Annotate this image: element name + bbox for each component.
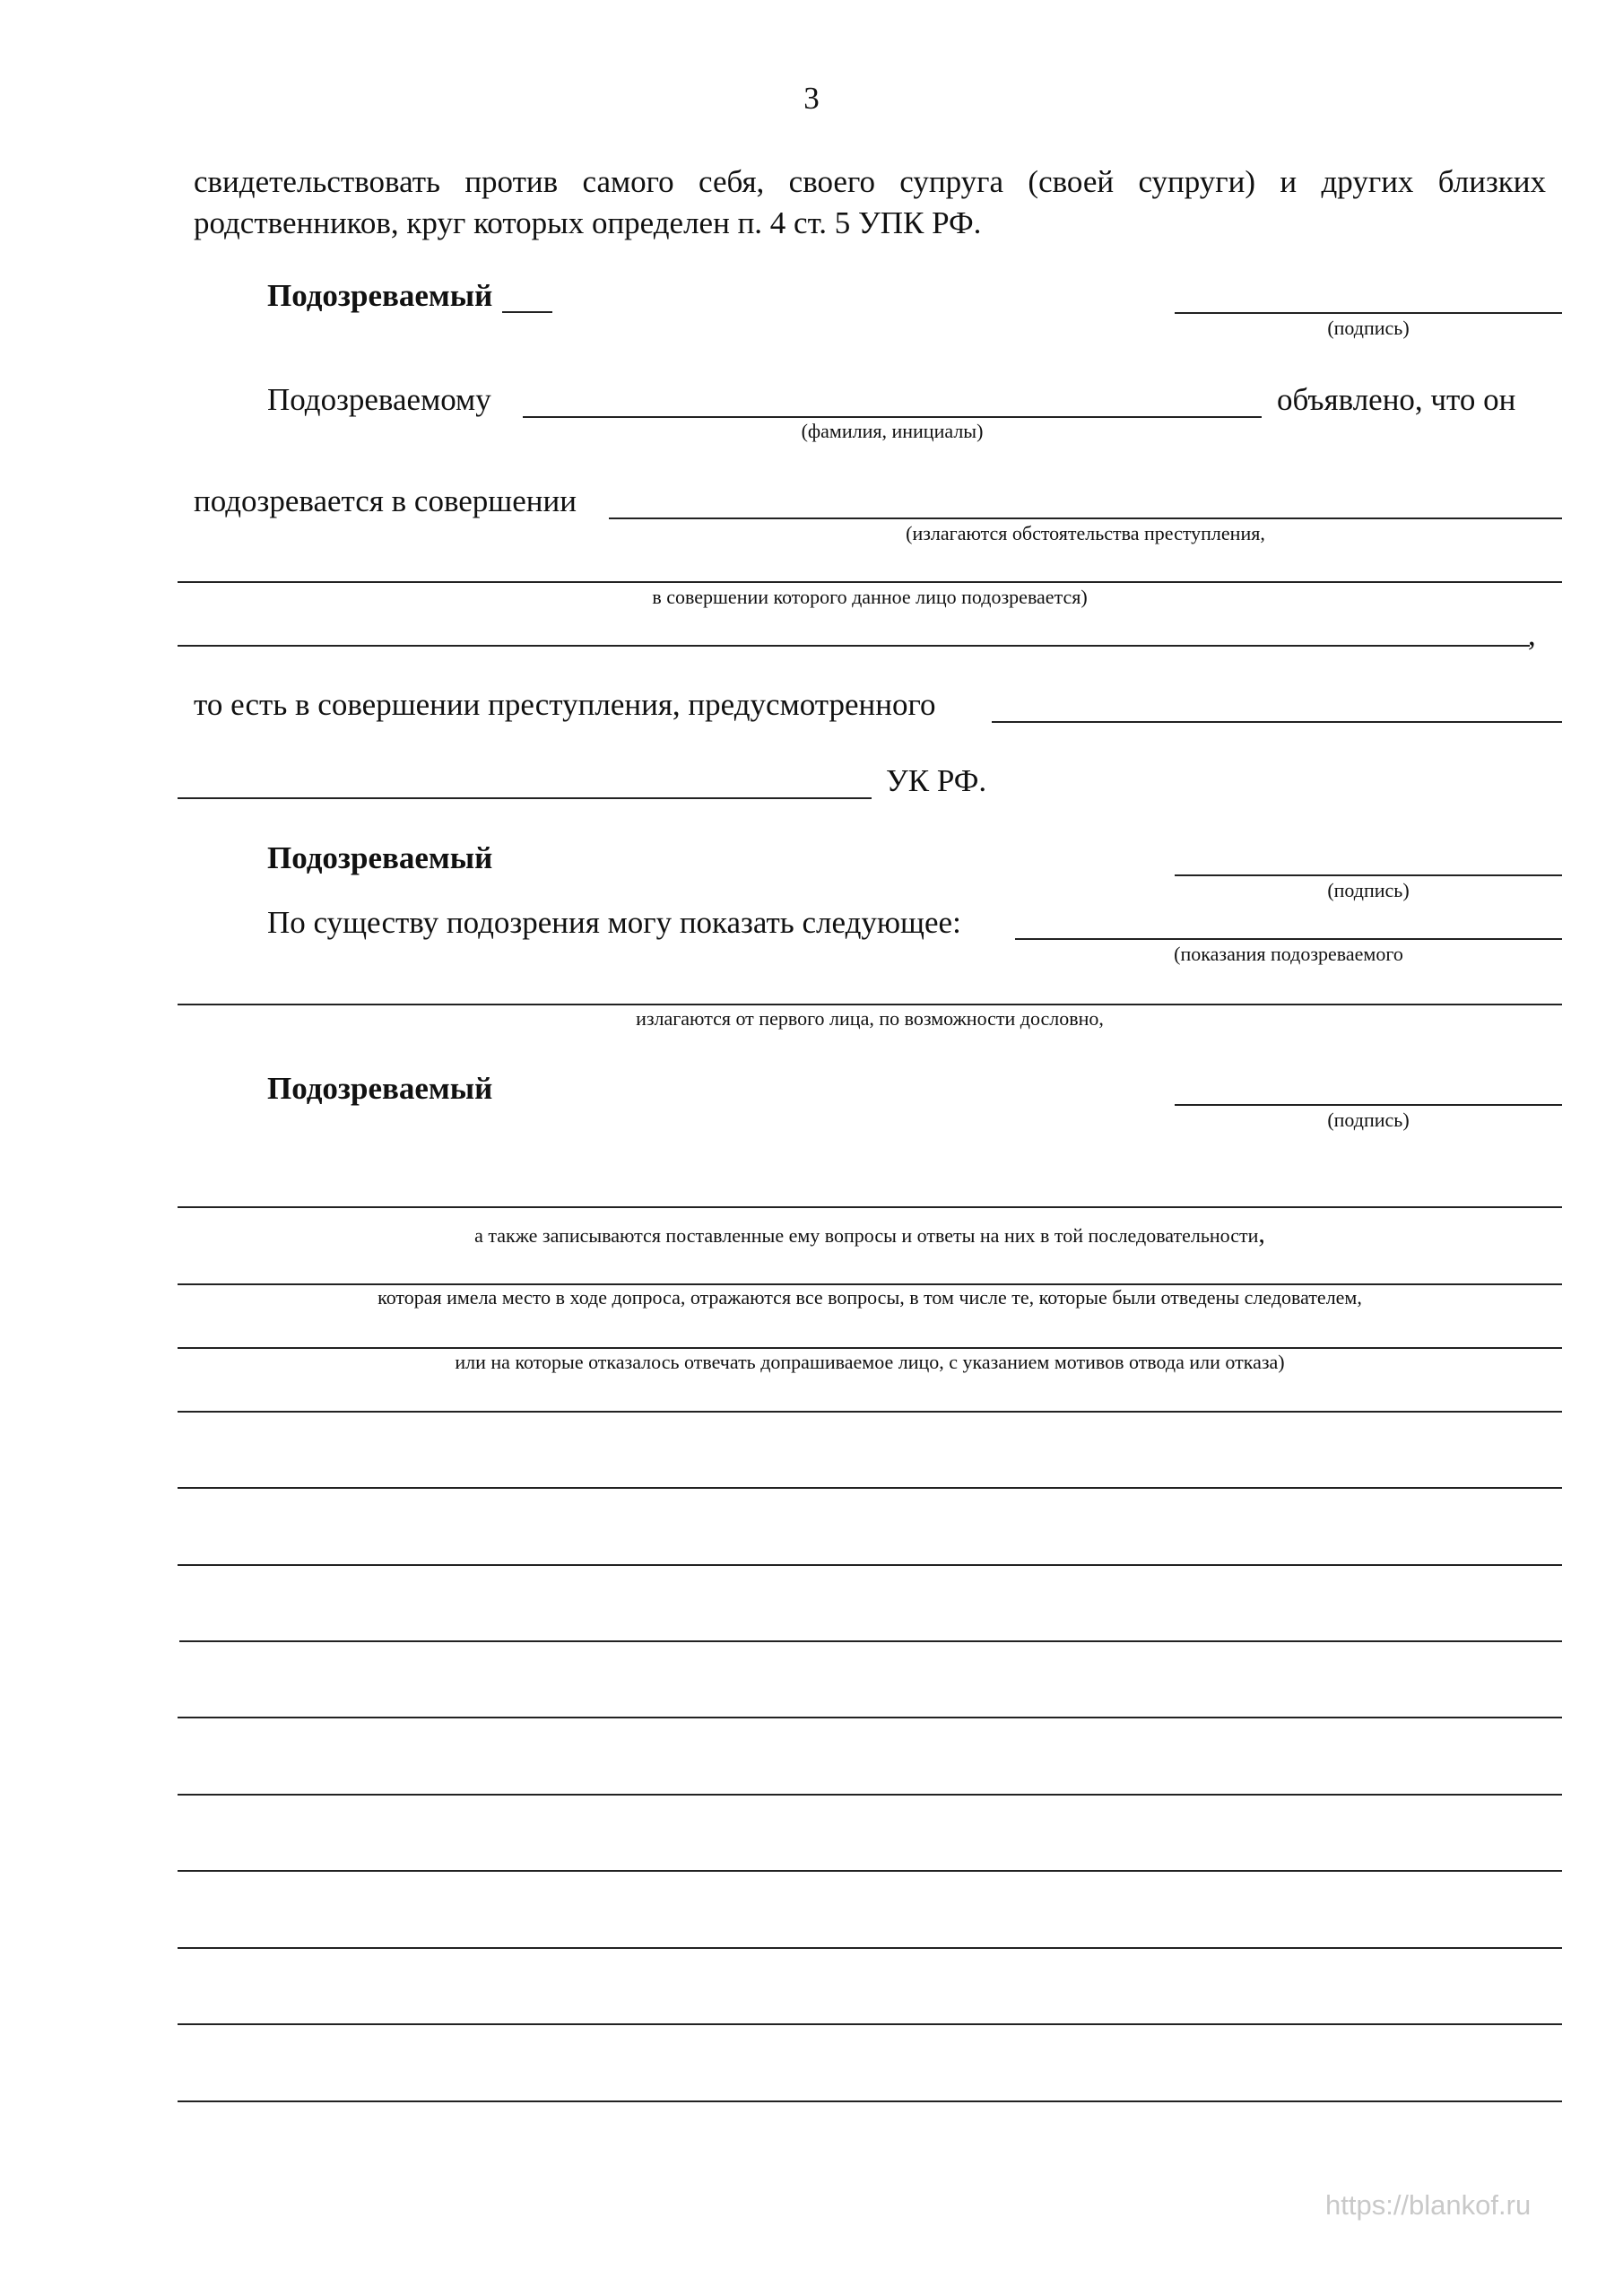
crime-code: УК РФ. — [886, 763, 987, 798]
blank-line-6[interactable] — [178, 1794, 1562, 1796]
circumstances-line-3[interactable] — [178, 645, 1530, 647]
signature-line-1[interactable] — [1175, 312, 1562, 314]
testimony-caption-5: или на которые отказалось отвечать допрашиваемое лицо, с указанием мотивов отвода или отказа) — [455, 1351, 1285, 1373]
blank-line-2[interactable] — [178, 1487, 1562, 1489]
signature-caption-2: (подпись) — [1327, 879, 1410, 901]
intro-line-1: свидетельствовать против самого себя, своего супруга (своей супруги) и других близких — [194, 164, 1546, 199]
suspect-label-2: Подозреваемый — [267, 840, 493, 875]
blank-line-3[interactable] — [178, 1564, 1562, 1566]
testimony-label: По существу подозрения могу показать следующее: — [267, 905, 961, 940]
signature-line-3[interactable] — [1175, 1104, 1562, 1106]
watermark: https://blankof.ru — [1325, 2189, 1532, 2221]
signature-caption-3: (подпись) — [1327, 1109, 1410, 1131]
circumstances-caption-2: в совершении которого данное лицо подозревается) — [652, 586, 1088, 608]
testimony-line-1[interactable] — [1015, 938, 1562, 940]
crime-label: то есть в совершении преступления, предусмотренного — [194, 687, 936, 722]
testimony-caption-1: (показания подозреваемого — [1174, 943, 1403, 965]
circumstances-line-1[interactable] — [609, 517, 1562, 519]
signature-line-2[interactable] — [1175, 874, 1562, 876]
testimony-caption-3 — [178, 1221, 1562, 1248]
blank-line-5[interactable] — [178, 1717, 1562, 1718]
blank-line-10[interactable] — [178, 2100, 1562, 2102]
suspect-label-3: Подозреваемый — [267, 1071, 493, 1106]
circumstances-caption-1: (излагаются обстоятельства преступления, — [906, 522, 1265, 544]
name-caption: (фамилия, инициалы) — [801, 420, 984, 442]
circumstances-line-2[interactable] — [178, 581, 1562, 583]
crime-article-line[interactable] — [992, 721, 1562, 723]
blank-line-9[interactable] — [178, 2023, 1562, 2025]
testimony-line-3[interactable] — [178, 1206, 1562, 1208]
testimony-caption-3-text: а также записываются поставленные ему вопросы и ответы на них в той последовательности — [474, 1224, 1259, 1247]
signature-caption-1: (подпись) — [1327, 317, 1410, 339]
testimony-line-4[interactable] — [178, 1283, 1562, 1285]
testimony-line-2[interactable] — [178, 1004, 1562, 1005]
testimony-line-5[interactable] — [178, 1347, 1562, 1349]
announcement-suffix: объявлено, что он — [1277, 382, 1516, 417]
testimony-caption-2: излагаются от первого лица, по возможности дословно, — [636, 1007, 1104, 1030]
blank-line-1[interactable] — [178, 1411, 1562, 1413]
blank-line-8[interactable] — [178, 1947, 1562, 1949]
suspect-label-1-underline — [502, 311, 552, 313]
blank-line-4[interactable] — [179, 1640, 1562, 1642]
suspected-label: подозревается в совершении — [194, 483, 577, 518]
crime-article-line-2[interactable] — [178, 797, 872, 799]
blank-line-7[interactable] — [178, 1870, 1562, 1872]
suspect-label-1: Подозреваемый — [267, 278, 493, 313]
testimony-caption-3-comma: , — [1258, 1219, 1265, 1248]
page-number: 3 — [803, 81, 820, 116]
testimony-caption-4: которая имела место в ходе допроса, отражаются все вопросы, в том числе те, которые были отведены следователем, — [378, 1286, 1362, 1309]
suspect-name-field[interactable] — [523, 416, 1262, 418]
intro-line-2: родственников, круг которых определен п. 4 ст. 5 УПК РФ. — [194, 205, 982, 240]
circumstances-comma: , — [1528, 617, 1536, 652]
announcement-prefix: Подозреваемому — [267, 382, 491, 417]
